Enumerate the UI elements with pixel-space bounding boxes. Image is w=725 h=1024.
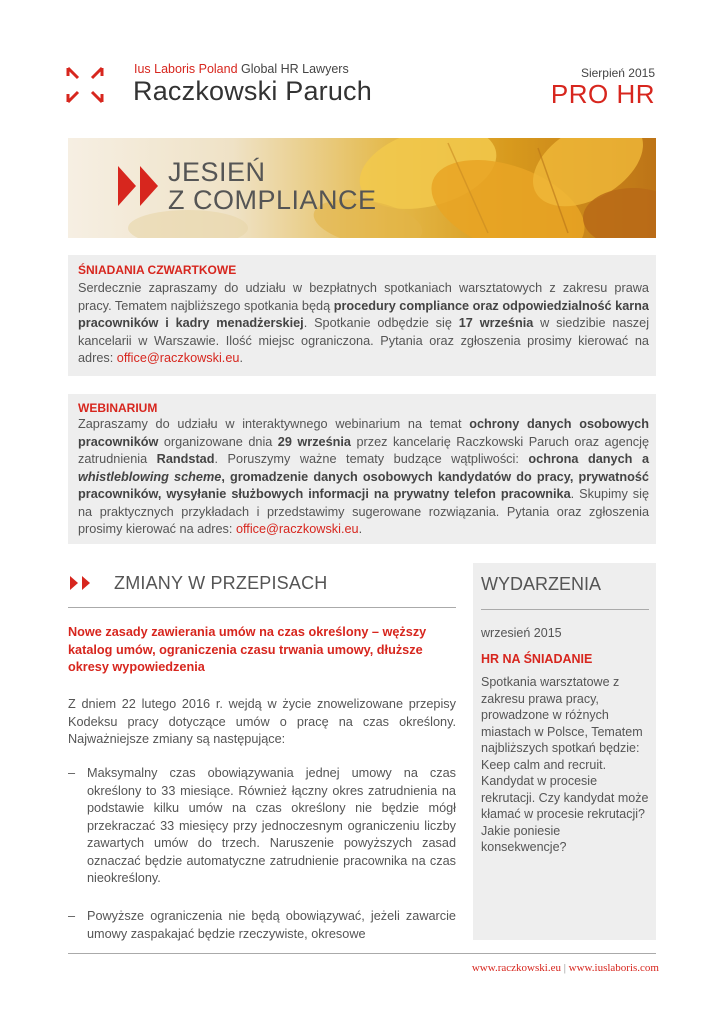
list-dash: – (68, 909, 76, 923)
footer-divider (68, 953, 656, 954)
events-divider (481, 609, 649, 610)
firm-name: Raczkowski Paruch (133, 76, 372, 106)
breakfasts-title: ŚNIADANIA CZWARTKOWE (78, 263, 237, 277)
article-title: Nowe zasady zawierania umów na czas określony – węższy katalog umów, ograniczenia czasu trwania umowy, dłuższe okresy wypowiedzenia (68, 625, 427, 674)
changes-section-title: ZMIANY W PRZEPISACH (114, 573, 328, 593)
webinar-text: Zapraszamy do udziału w interaktywnego webinarium na temat ochrony danych osobowych pracowników organizowane dnia 29 września przez kancelarię Raczkowski Paruch oraz agencję zatrudnienia Randstad. Poruszymy ważne tematy budzące wątpliwości: ochrona danych a whistleblowing scheme, gromadzenie danych osobowych kandydatów do pracy, prywatność pracowników, wysyłanie służbowych informacji na prywatny telefon pracownika. Skupimy się na praktycznych przykładach i przedstawimy sugerowane rozwiązania. Pytania oraz zgłoszenia prosimy kierować na adres: office@raczkowski.eu. (78, 417, 650, 536)
changes-divider (68, 607, 456, 608)
footer-link-iuslaboris[interactable]: www.iuslaboris.com (568, 962, 659, 974)
list-dash: – (68, 766, 76, 780)
breakfasts-email-link[interactable]: office@raczkowski.eu (116, 351, 240, 365)
banner-chevrons-icon (116, 164, 162, 208)
breakfasts-text: Serdecznie zapraszamy do udziału w bezpłatnych spotkaniach warsztatowych z zakresu prawa pracy. Tematem najbliższego spotkania będą procedury compliance oraz odpowiedzialność karna pracowników i kadry menadżerskiej. Spotkanie odbędzie się 17 września w siedzibie naszej kancelarii w Warszawie. Ilość miejsc ograniczona. Pytania oraz zgłoszenia prosimy kierować na adres: office@raczkowski.eu. (78, 281, 650, 365)
footer-link-raczkowski[interactable]: www.raczkowski.eu (471, 962, 561, 974)
webinar-box (68, 394, 656, 544)
list-item-text: Maksymalny czas obowiązywania jednej umowy na czas określony to 33 miesiące. Również łączny okres zatrudnienia na podstawie kilku umów na czas określony nie będzie mógł przekraczać 33 miesięcy przy jednoczesnym ograniczeniu liczby zawartych umów do trzech. Naruszenie powyższych zasad oznaczać będzie automatyczne zatrudnienie pracownika na czas nieokreślony. (87, 766, 456, 885)
footer-links (472, 962, 659, 974)
list-item-text: Powyższe ograniczenia nie będą obowiązywać, jeżeli zawarcie umowy zaspakajać będzie rzeczywiste, okresowe (87, 909, 456, 941)
events-title: WYDARZENIA (481, 574, 602, 594)
issue-date: Sierpień 2015 (580, 66, 655, 80)
banner-title: JESIEŃ Z COMPLIANCE (168, 157, 377, 215)
event-date: wrzesień 2015 (481, 626, 562, 640)
newsletter-name: PRO HR (550, 79, 655, 109)
event-title: HR NA ŚNIADANIE (481, 652, 593, 666)
article-intro: Z dniem 22 lutego 2016 r. wejdą w życie znowelizowane przepisy Kodeksu pracy dotyczące umów o pracę na czas określony. Najważniejsze zmiany są następujące: (68, 697, 456, 746)
breakfasts-box (68, 255, 656, 376)
event-description: Spotkania warsztatowe z zakresu prawa pracy, prowadzone w różnych miastach w Polsce, Tematem najbliższych spotkań będzie: Keep calm and recruit. Kandydat w procesie rekrutacji. Czy kandydat może kłamać w procesie rekrutacji? Jakie poniesie konsekwencje? (481, 675, 649, 854)
webinar-email-link[interactable]: office@raczkowski.eu (235, 522, 359, 536)
firm-logo-mark (66, 66, 104, 104)
events-sidebar (473, 563, 656, 940)
footer-separator: | (563, 962, 566, 974)
webinar-title: WEBINARIUM (78, 401, 158, 415)
autumn-banner (68, 138, 656, 238)
section-chevrons-icon (68, 574, 98, 592)
firm-tagline: Ius Laboris Poland Global HR Lawyers (134, 62, 349, 76)
